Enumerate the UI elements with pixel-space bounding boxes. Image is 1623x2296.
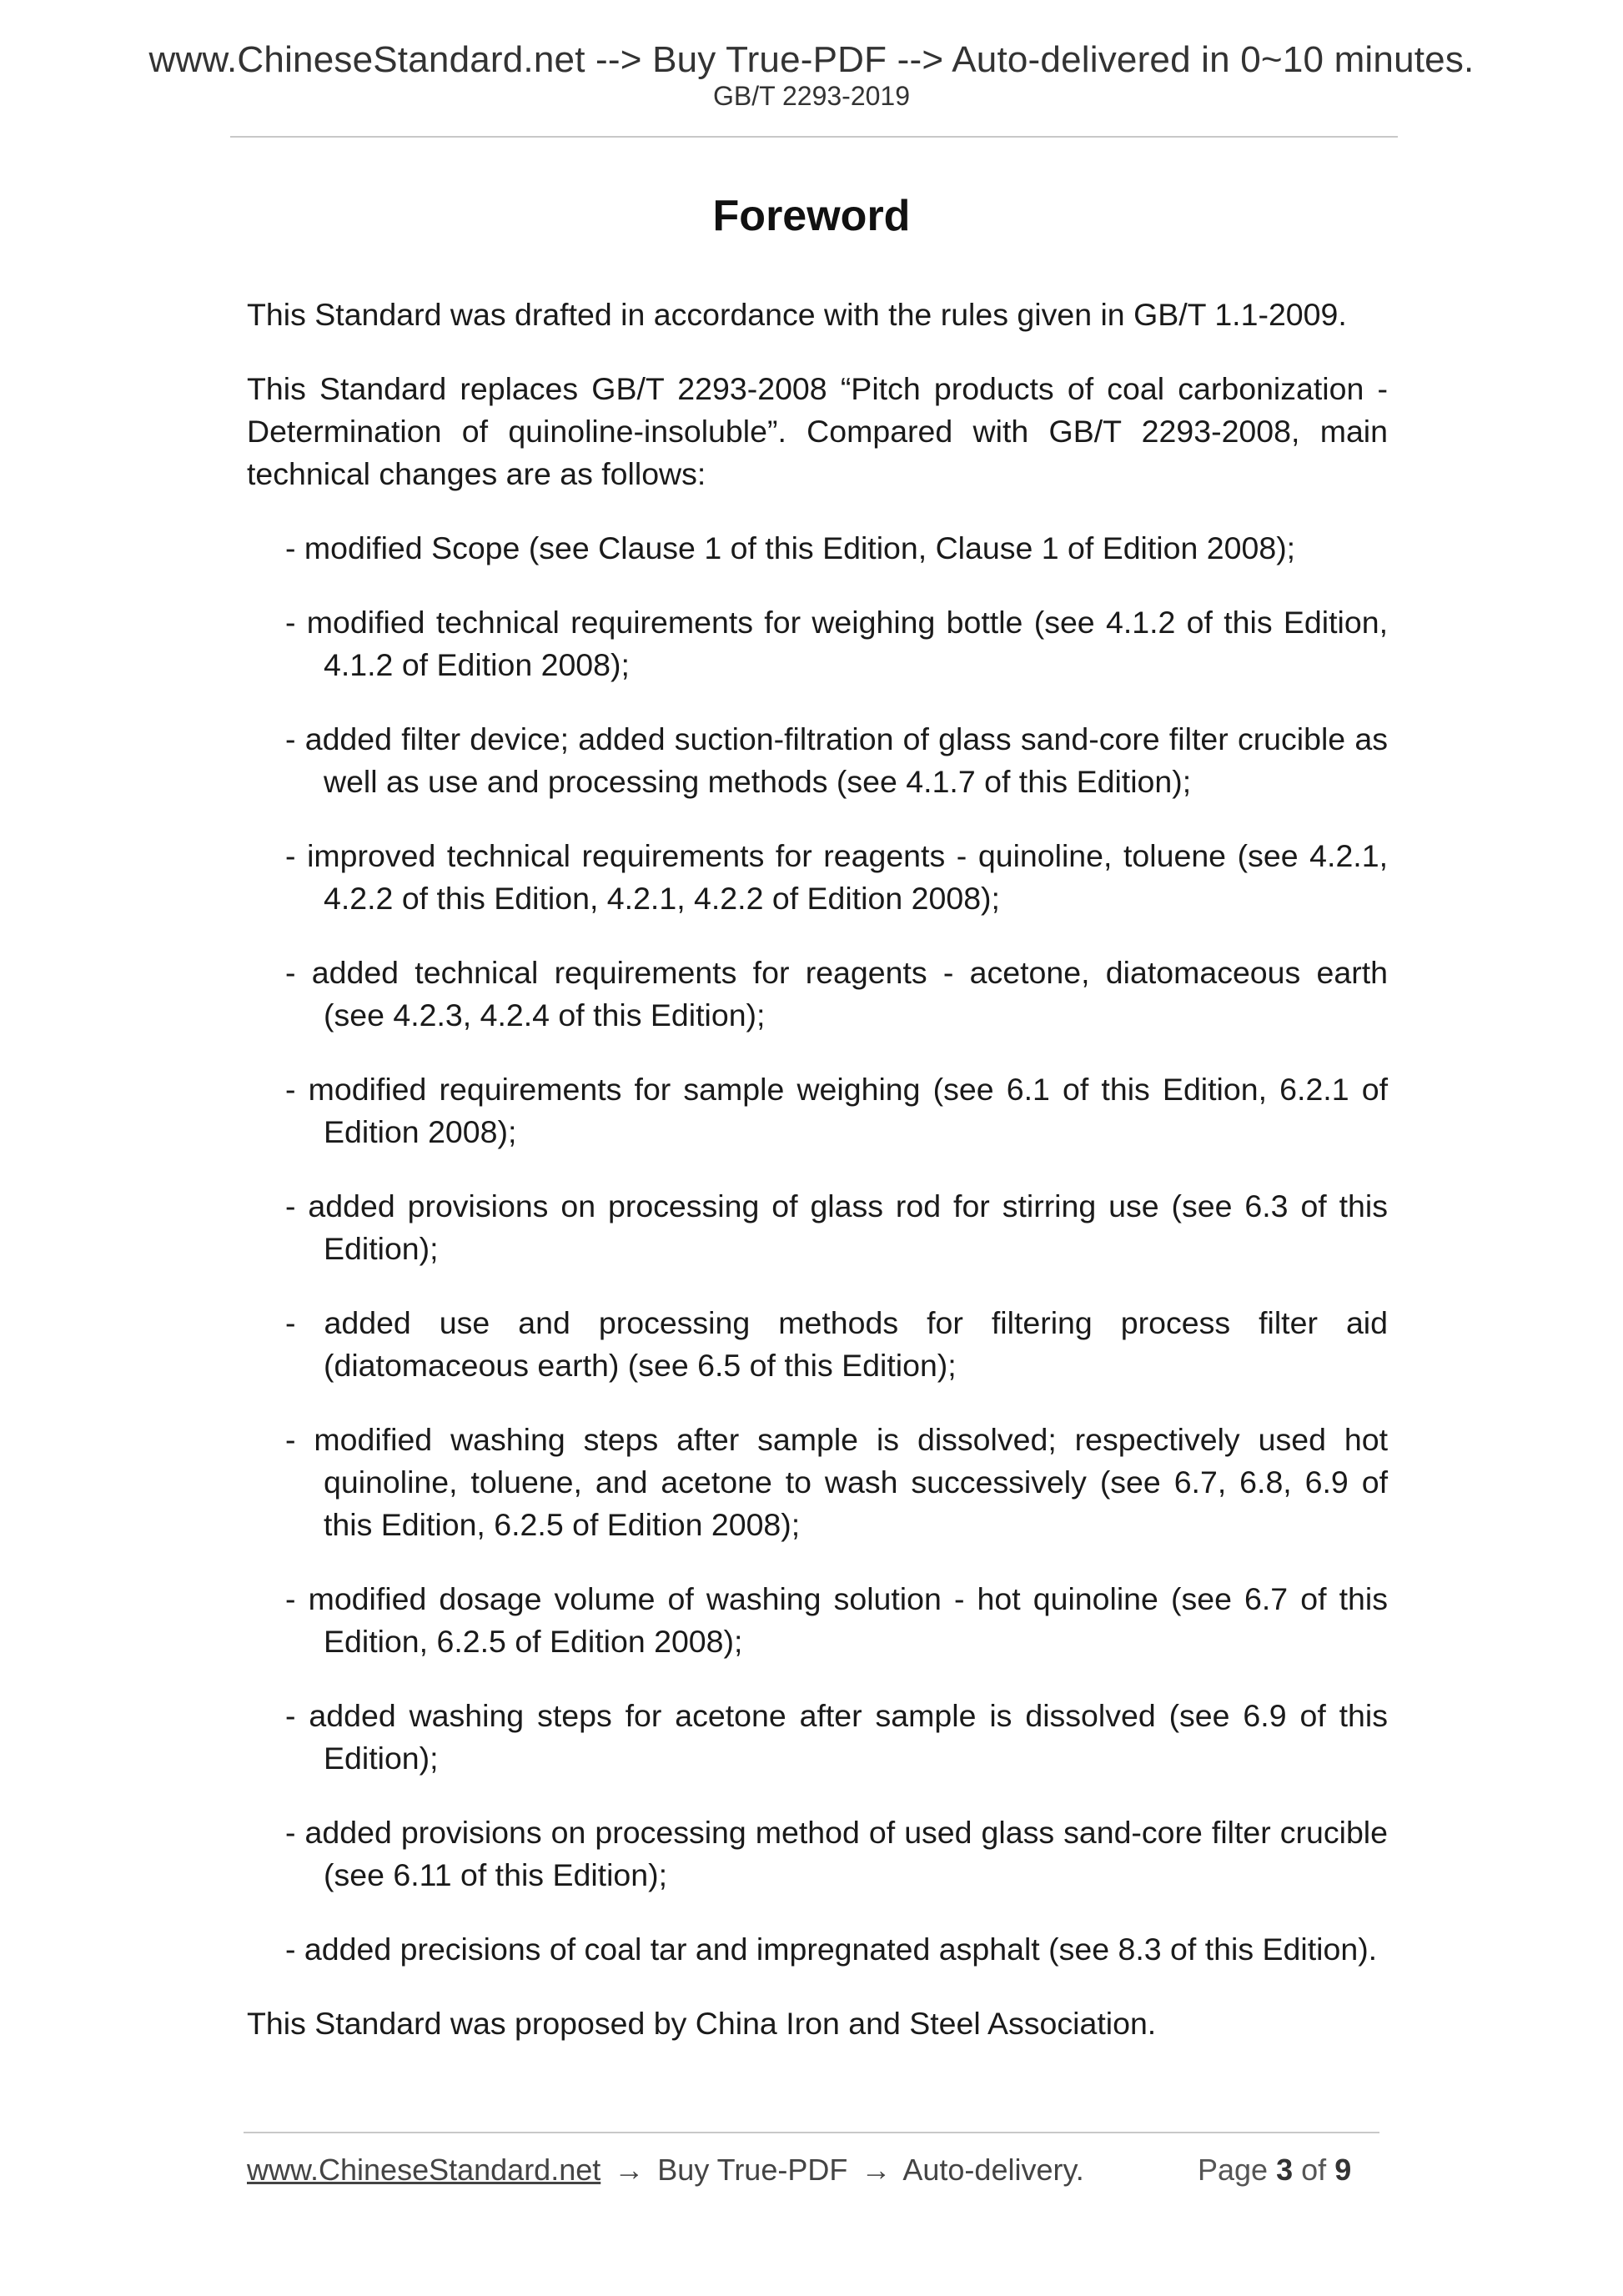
- list-item: - improved technical requirements for reagents - quinoline, toluene (see 4.2.1, 4.2.2 of this Edition, 4.2.1, 4.2.2 of Edition 2008);: [285, 838, 1388, 916]
- list-item: - modified washing steps after sample is dissolved; respectively used hot quinoline, toluene, and acetone to wash successively (see 6.7, 6.8, 6.9 of this Edition, 6.2.5 of Edition 2008);: [285, 1422, 1388, 1542]
- list-item: - added provisions on processing of glass rod for stirring use (see 6.3 of this Edition);: [285, 1188, 1388, 1266]
- intro-paragraph-drafting: This Standard was drafted in accordance with the rules given in GB/T 1.1-2009.: [247, 297, 1347, 332]
- list-item: - modified technical requirements for weighing bottle (see 4.1.2 of this Edition, 4.1.2 of Edition 2008);: [285, 605, 1388, 682]
- list-item: - added provisions on processing method of used glass sand-core filter crucible (see 6.11 of this Edition);: [285, 1815, 1388, 1892]
- page-number: [1198, 2152, 1351, 2188]
- page-current: 3: [1276, 2153, 1294, 2187]
- arrow-right-icon: →: [861, 2153, 892, 2187]
- arrow-right-icon: →: [614, 2153, 645, 2187]
- page-label: Page: [1198, 2153, 1269, 2187]
- document-body: [247, 294, 1388, 2077]
- changes-list: [247, 527, 1388, 1971]
- list-item: - modified dosage volume of washing solution - hot quinoline (see 6.7 of this Edition, 6.2.5 of Edition 2008);: [285, 1581, 1388, 1659]
- page-title: Foreword: [712, 192, 911, 240]
- delivery-text: Auto-delivery.: [902, 2153, 1084, 2187]
- buy-text: Buy True-PDF: [657, 2153, 848, 2187]
- list-item: - modified requirements for sample weighing (see 6.1 of this Edition, 6.2.1 of Edition 2008);: [285, 1072, 1388, 1149]
- site-link[interactable]: www.ChineseStandard.net: [247, 2153, 601, 2187]
- list-item: - added technical requirements for reagents - acetone, diatomaceous earth (see 4.2.3, 4.2.4 of this Edition);: [285, 955, 1388, 1032]
- header-divider: [230, 136, 1398, 138]
- list-item: - modified Scope (see Clause 1 of this Edition, Clause 1 of Edition 2008);: [285, 530, 1296, 565]
- page-total: 9: [1334, 2153, 1352, 2187]
- list-item: - added precisions of coal tar and impregnated asphalt (see 8.3 of this Edition).: [285, 1932, 1378, 1967]
- list-item: - added filter device; added suction-filtration of glass sand-core filter crucible as well as use and processing methods (see 4.1.7 of this Edition);: [285, 721, 1388, 799]
- footer-purchase-line: [247, 2152, 1084, 2188]
- page-of: of: [1301, 2153, 1327, 2187]
- closing-paragraph: This Standard was proposed by China Iron and Steel Association.: [247, 2006, 1157, 2041]
- footer-divider: [244, 2132, 1379, 2133]
- list-item: - added use and processing methods for filtering process filter aid (diatomaceous earth) (see 6.5 of this Edition);: [285, 1305, 1388, 1383]
- intro-paragraph-replaces: This Standard replaces GB/T 2293-2008 “Pitch products of coal carbonization - Determination of quinoline-insoluble”. Compared with GB/T 2293-2008, main technical changes are as follows:: [247, 371, 1388, 491]
- standard-code: GB/T 2293-2019: [712, 81, 910, 111]
- top-banner: www.ChineseStandard.net --> Buy True-PDF --> Auto-delivered in 0~10 minutes.: [148, 39, 1475, 80]
- list-item: - added washing steps for acetone after sample is dissolved (see 6.9 of this Edition);: [285, 1698, 1388, 1776]
